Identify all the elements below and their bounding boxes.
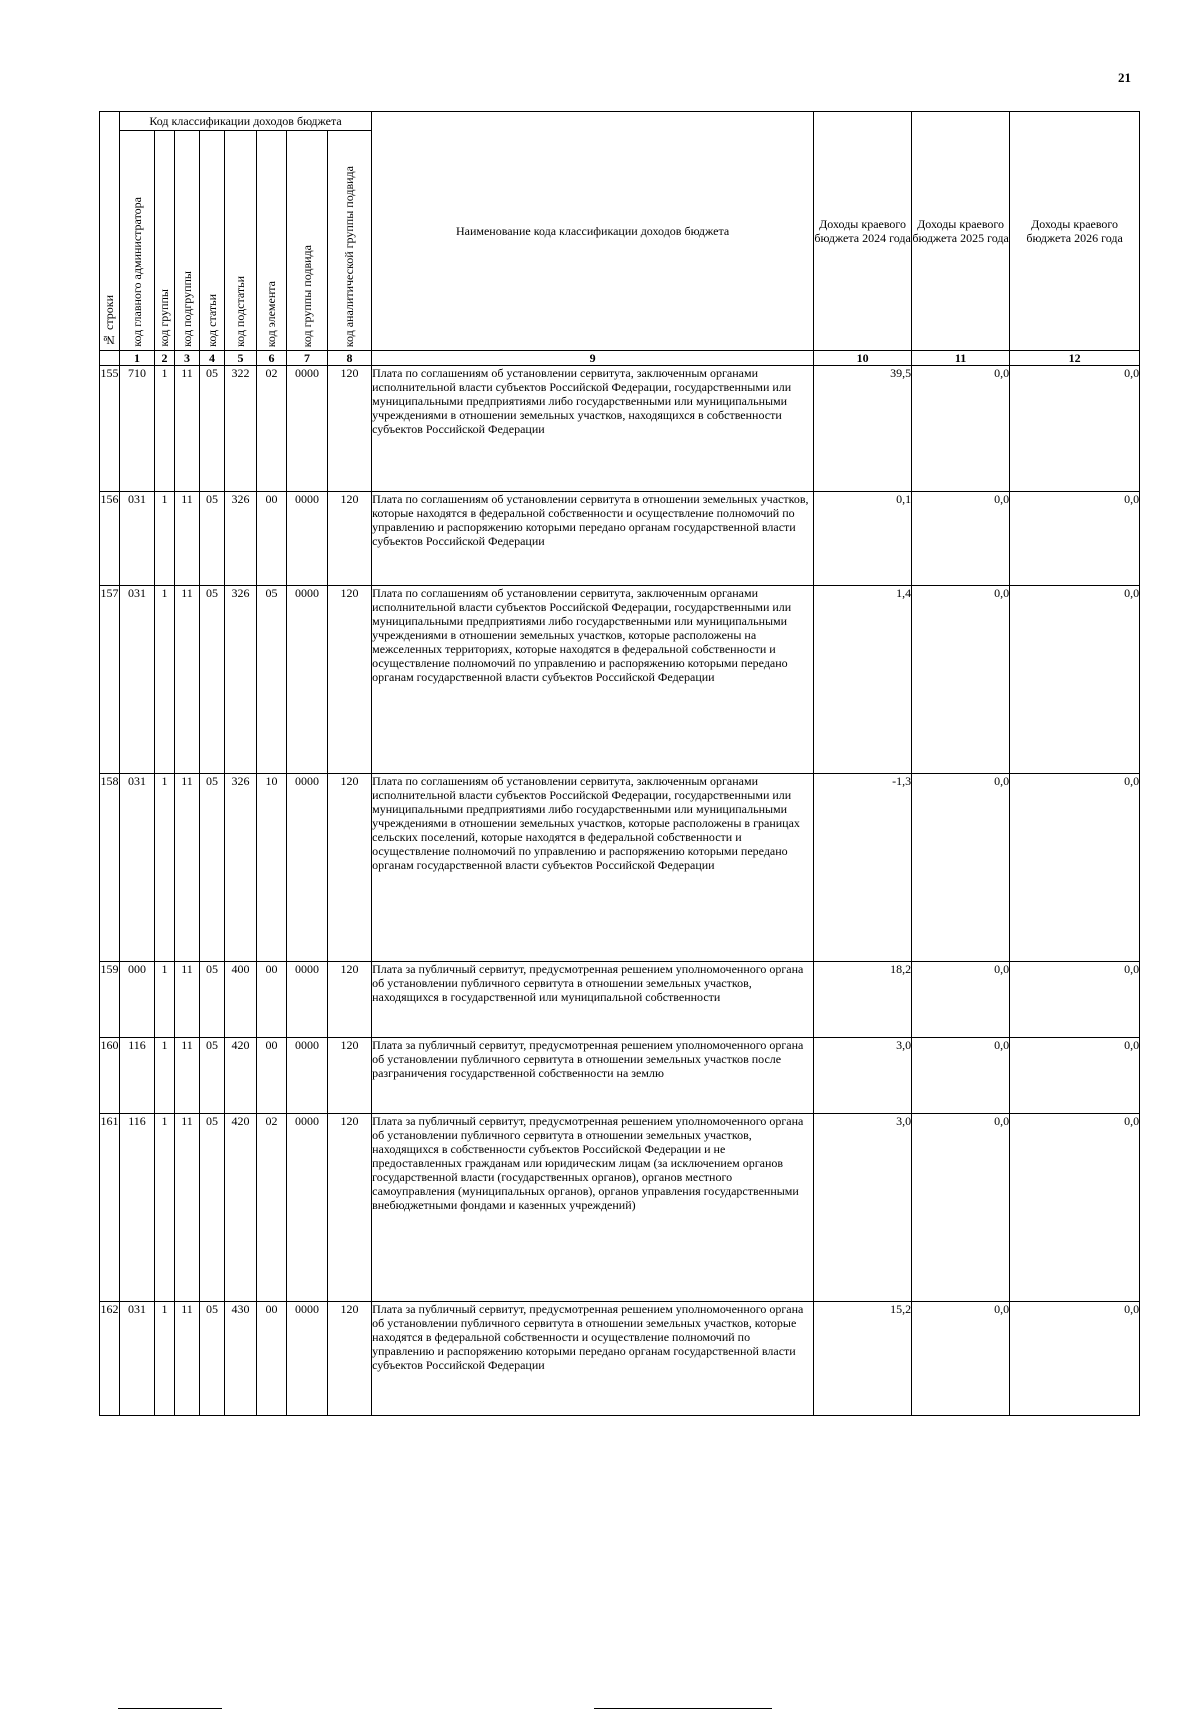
- code-cell: 0000: [287, 1114, 328, 1302]
- code-column-header: код аналитической группы подвида: [328, 131, 372, 351]
- code-column-header: код группы подвида: [287, 131, 328, 351]
- code-column-header: код главного администратора: [120, 131, 155, 351]
- code-cell: 11: [175, 774, 200, 962]
- code-cell: 0000: [287, 366, 328, 492]
- column-number: 7: [287, 351, 328, 366]
- income-2026-header: Доходы краевого бюджета 2026 года: [1010, 112, 1140, 351]
- code-cell: 02: [257, 366, 287, 492]
- code-cell: 116: [120, 1038, 155, 1114]
- name-column-header: Наименование кода классификации доходов бюджета: [372, 112, 814, 351]
- amount-2024-cell: 1,4: [814, 586, 912, 774]
- code-cell: 0000: [287, 962, 328, 1038]
- code-cell: 031: [120, 492, 155, 586]
- name-cell: Плата за публичный сервитут, предусмотренная решением уполномоченного органа об установлении публичного сервитута в отношении земельных участков после разграничения государственной собственности на землю: [372, 1038, 814, 1114]
- amount-2025-cell: 0,0: [912, 492, 1010, 586]
- code-cell: 031: [120, 1302, 155, 1416]
- column-number: 10: [814, 351, 912, 366]
- table-row: [100, 366, 1140, 492]
- column-number: 12: [1010, 351, 1140, 366]
- name-cell: Плата за публичный сервитут, предусмотренная решением уполномоченного органа об установлении публичного сервитута в отношении земельных участков, находящихся в собственности субъектов Российской Федерации и не предоставленных гражданам или юридическим лицам (за исключением органов государственной власти (государственных органов), органов местного самоуправления (муниципальных органов), органов управления государственными внебюджетными фондами и казенных учреждений): [372, 1114, 814, 1302]
- amount-2024-cell: -1,3: [814, 774, 912, 962]
- code-cell: 1: [155, 1038, 175, 1114]
- code-cell: 00: [257, 492, 287, 586]
- code-cell: 1: [155, 962, 175, 1038]
- code-cell: 120: [328, 962, 372, 1038]
- column-number: 4: [200, 351, 225, 366]
- classification-group-header: Код классификации доходов бюджета: [120, 112, 372, 131]
- name-cell: Плата по соглашениям об установлении сервитута, заключенным органами исполнительной власти субъектов Российской Федерации, государственными или муниципальными предприятиями либо государственными или муниципальными учреждениями в отношении земельных участков, которые расположены в границах сельских поселений, которые находятся в федеральной собственности и осуществление полномочий по управлению и распоряжению которыми передано органам государственной власти субъектов Российской Федерации: [372, 774, 814, 962]
- name-cell: Плата по соглашениям об установлении сервитута в отношении земельных участков, которые находятся в федеральной собственности и осуществление полномочий по управлению и распоряжению которыми передано органам государственной власти субъектов Российской Федерации: [372, 492, 814, 586]
- code-cell: 120: [328, 366, 372, 492]
- code-cell: 1: [155, 774, 175, 962]
- code-cell: 326: [225, 492, 257, 586]
- row-number-cell: 157: [100, 586, 120, 774]
- code-cell: 116: [120, 1114, 155, 1302]
- code-cell: 1: [155, 492, 175, 586]
- code-cell: 05: [200, 1302, 225, 1416]
- amount-2024-cell: 39,5: [814, 366, 912, 492]
- code-cell: 05: [257, 586, 287, 774]
- code-cell: 10: [257, 774, 287, 962]
- code-cell: 420: [225, 1114, 257, 1302]
- row-number-cell: 155: [100, 366, 120, 492]
- code-cell: 11: [175, 962, 200, 1038]
- column-number: 5: [225, 351, 257, 366]
- amount-2026-cell: 0,0: [1010, 1302, 1140, 1416]
- code-cell: 1: [155, 366, 175, 492]
- amount-2025-cell: 0,0: [912, 366, 1010, 492]
- amount-2026-cell: 0,0: [1010, 586, 1140, 774]
- amount-2025-cell: 0,0: [912, 774, 1010, 962]
- table-row: [100, 586, 1140, 774]
- code-cell: 326: [225, 586, 257, 774]
- code-cell: 05: [200, 492, 225, 586]
- name-cell: Плата за публичный сервитут, предусмотренная решением уполномоченного органа об установлении публичного сервитута в отношении земельных участков, находящихся в государственной или муниципальной собственности: [372, 962, 814, 1038]
- row-number-cell: 159: [100, 962, 120, 1038]
- amount-2026-cell: 0,0: [1010, 366, 1140, 492]
- code-column-header: код статьи: [200, 131, 225, 351]
- code-cell: 0000: [287, 492, 328, 586]
- table-row: [100, 962, 1140, 1038]
- code-cell: 400: [225, 962, 257, 1038]
- table-row: [100, 774, 1140, 962]
- code-cell: 00: [257, 962, 287, 1038]
- code-cell: 11: [175, 1302, 200, 1416]
- amount-2024-cell: 15,2: [814, 1302, 912, 1416]
- name-cell: Плата по соглашениям об установлении сервитута, заключенным органами исполнительной власти субъектов Российской Федерации, государственными или муниципальными предприятиями либо государственными или муниципальными учреждениями в отношении земельных участков, которые расположены на межселенных территориях, которые находятся в федеральной собственности и осуществление полномочий по управлению и распоряжению которыми передано органам государственной власти субъектов Российской Федерации: [372, 586, 814, 774]
- code-cell: 05: [200, 586, 225, 774]
- column-number: 8: [328, 351, 372, 366]
- code-cell: 326: [225, 774, 257, 962]
- code-cell: 11: [175, 1038, 200, 1114]
- code-cell: 420: [225, 1038, 257, 1114]
- page-number: 21: [1118, 70, 1131, 85]
- code-cell: 00: [257, 1302, 287, 1416]
- column-number: 3: [175, 351, 200, 366]
- code-cell: 02: [257, 1114, 287, 1302]
- amount-2026-cell: 0,0: [1010, 1038, 1140, 1114]
- row-number-cell: 158: [100, 774, 120, 962]
- column-numbers-row: [100, 351, 1140, 366]
- row-number-cell: 160: [100, 1038, 120, 1114]
- amount-2025-cell: 0,0: [912, 962, 1010, 1038]
- budget-income-table: [99, 111, 1140, 1416]
- footer-line-right: [594, 1708, 772, 1709]
- amount-2024-cell: 0,1: [814, 492, 912, 586]
- code-column-header: код подгруппы: [175, 131, 200, 351]
- code-cell: 1: [155, 1114, 175, 1302]
- code-cell: 120: [328, 1114, 372, 1302]
- code-cell: 0000: [287, 1302, 328, 1416]
- amount-2024-cell: 3,0: [814, 1038, 912, 1114]
- code-cell: 1: [155, 1302, 175, 1416]
- name-cell: Плата за публичный сервитут, предусмотренная решением уполномоченного органа об установлении публичного сервитута в отношении земельных участков, которые находятся в федеральной собственности и осуществление полномочий по управлению и распоряжению которыми передано органам государственной власти субъектов Российской Федерации: [372, 1302, 814, 1416]
- code-cell: 11: [175, 492, 200, 586]
- column-number: [100, 351, 120, 366]
- amount-2025-cell: 0,0: [912, 1038, 1010, 1114]
- table-row: [100, 492, 1140, 586]
- table-row: [100, 1114, 1140, 1302]
- column-number: 9: [372, 351, 814, 366]
- amount-2026-cell: 0,0: [1010, 774, 1140, 962]
- amount-2026-cell: 0,0: [1010, 492, 1140, 586]
- amount-2024-cell: 3,0: [814, 1114, 912, 1302]
- code-cell: 05: [200, 1114, 225, 1302]
- code-cell: 120: [328, 1038, 372, 1114]
- table-row: [100, 1302, 1140, 1416]
- code-cell: 00: [257, 1038, 287, 1114]
- footer-line-left: [118, 1708, 222, 1709]
- code-cell: 05: [200, 366, 225, 492]
- code-cell: 120: [328, 774, 372, 962]
- amount-2025-cell: 0,0: [912, 1114, 1010, 1302]
- code-cell: 120: [328, 1302, 372, 1416]
- column-number: 1: [120, 351, 155, 366]
- name-cell: Плата по соглашениям об установлении сервитута, заключенным органами исполнительной власти субъектов Российской Федерации, государственными или муниципальными предприятиями либо государственными или муниципальными учреждениями в отношении земельных участков, находящихся в собственности субъектов Российской Федерации: [372, 366, 814, 492]
- amount-2025-cell: 0,0: [912, 1302, 1010, 1416]
- code-column-header: код элемента: [257, 131, 287, 351]
- amount-2026-cell: 0,0: [1010, 1114, 1140, 1302]
- income-2025-header: Доходы краевого бюджета 2025 года: [912, 112, 1010, 351]
- column-number: 6: [257, 351, 287, 366]
- table-row: [100, 1038, 1140, 1114]
- code-cell: 031: [120, 586, 155, 774]
- code-cell: 11: [175, 586, 200, 774]
- code-cell: 120: [328, 492, 372, 586]
- row-number-cell: 161: [100, 1114, 120, 1302]
- code-column-header: код группы: [155, 131, 175, 351]
- code-column-header: код подстатьи: [225, 131, 257, 351]
- row-number-header: № строки: [100, 112, 120, 351]
- code-cell: 000: [120, 962, 155, 1038]
- code-cell: 0000: [287, 586, 328, 774]
- income-2024-header: Доходы краевого бюджета 2024 года: [814, 112, 912, 351]
- amount-2026-cell: 0,0: [1010, 962, 1140, 1038]
- code-cell: 120: [328, 586, 372, 774]
- code-cell: 11: [175, 1114, 200, 1302]
- code-cell: 430: [225, 1302, 257, 1416]
- amount-2025-cell: 0,0: [912, 586, 1010, 774]
- code-cell: 710: [120, 366, 155, 492]
- code-cell: 0000: [287, 1038, 328, 1114]
- code-cell: 031: [120, 774, 155, 962]
- code-cell: 1: [155, 586, 175, 774]
- code-cell: 05: [200, 774, 225, 962]
- code-cell: 322: [225, 366, 257, 492]
- code-cell: 05: [200, 962, 225, 1038]
- code-cell: 0000: [287, 774, 328, 962]
- column-number: 2: [155, 351, 175, 366]
- row-number-cell: 162: [100, 1302, 120, 1416]
- row-number-cell: 156: [100, 492, 120, 586]
- column-number: 11: [912, 351, 1010, 366]
- amount-2024-cell: 18,2: [814, 962, 912, 1038]
- code-cell: 05: [200, 1038, 225, 1114]
- code-cell: 11: [175, 366, 200, 492]
